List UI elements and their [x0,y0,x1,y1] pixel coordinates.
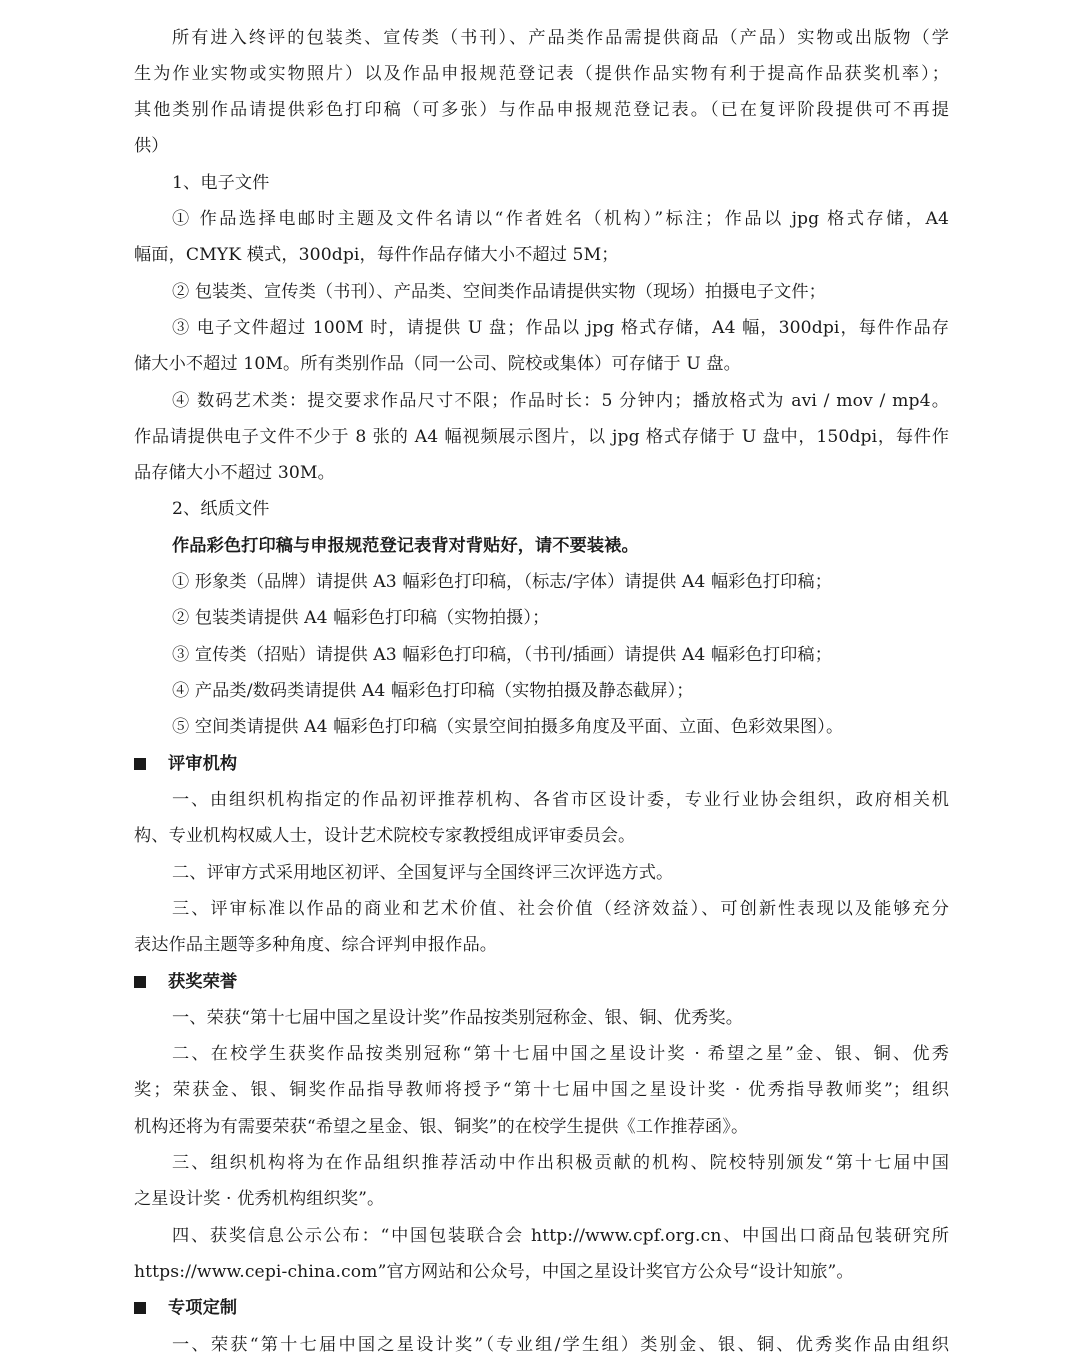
paragraph-line: ① 形象类（品牌）请提供 A3 幅彩色打印稿，（标志/字体）请提供 A4 幅彩色打印稿； [172,572,832,592]
heading-text: 专项定制 [168,1298,238,1318]
paragraph-line: ③ 电子文件超过 100M 时，请提供 U 盘；作品以 jpg 格式存储，A4 幅，300dpi，每件作品存 [172,318,949,338]
paragraph-line: ① 作品选择电邮时主题及文件名请以“作者姓名（机构）”标注；作品以 jpg 格式存储，A4 [172,209,949,229]
paragraph-line: 所有进入终评的包装类、宣传类（书刊）、产品类作品需提供商品（产品）实物或出版物（学 [172,28,949,48]
section-heading-electronic-files: 1、电子文件 [172,173,270,193]
section-heading-custom [134,1296,949,1320]
heading-text: 获奖荣誉 [168,972,238,992]
paragraph-line: 供） [134,136,169,156]
paragraph-line: 奖；荣获金、银、铜奖作品指导教师将授予“第十七届中国之星设计奖 · 优秀指导教师奖”；组织 [134,1080,949,1100]
section-heading-paper-files: 2、纸质文件 [172,499,270,519]
section-heading-review-body [134,752,949,776]
paragraph-line: 作品请提供电子文件不少于 8 张的 A4 幅视频展示图片，以 jpg 格式存储于 U 盘中，150dpi，每件作 [134,427,949,447]
paragraph-line: 四、获奖信息公示公布：“中国包装联合会 http://www.cpf.org.cn、中国出口商品包装研究所 [172,1226,949,1246]
section-heading-awards [134,970,949,994]
square-bullet-icon [134,758,146,770]
paragraph-line: 品存储大小不超过 30M。 [134,463,335,483]
paragraph-line: ④ 产品类/数码类请提供 A4 幅彩色打印稿（实物拍摄及静态截屏）； [172,681,694,701]
paragraph-line: 机构还将为有需要荣获“希望之星金、银、铜奖”的在校学生提供《工作推荐函》。 [134,1117,749,1137]
paragraph-line: 幅面，CMYK 模式，300dpi，每件作品存储大小不超过 5M； [134,245,619,265]
paragraph-line: 三、评审标准以作品的商业和艺术价值、社会价值（经济效益）、可创新性表现以及能够充分 [172,899,949,919]
paragraph-line: 之星设计奖 · 优秀机构组织奖”。 [134,1189,385,1209]
paragraph-line-bold: 作品彩色打印稿与申报规范登记表背对背贴好，请不要装裱。 [172,536,639,556]
paragraph-line: 构、专业机构权威人士，设计艺术院校专家教授组成评审委员会。 [134,826,636,846]
square-bullet-icon [134,976,146,988]
paragraph-line: 一、荣获“第十七届中国之星设计奖”作品按类别冠称金、银、铜、优秀奖。 [172,1008,743,1028]
paragraph-line: 表达作品主题等多种角度、综合评判申报作品。 [134,935,498,955]
square-bullet-icon [134,1302,146,1314]
paragraph-line: 三、组织机构将为在作品组织推荐活动中作出积极贡献的机构、院校特别颁发“第十七届中国 [172,1153,949,1173]
paragraph-line: 一、荣获“第十七届中国之星设计奖”（专业组/学生组）类别金、银、铜、优秀奖作品由组织 [172,1335,949,1355]
paragraph-line: ② 包装类请提供 A4 幅彩色打印稿（实物拍摄）； [172,608,550,628]
paragraph-line: ② 包装类、宣传类（书刊）、产品类、空间类作品请提供实物（现场）拍摄电子文件； [172,282,826,302]
paragraph-line: 生为作业实物或实物照片）以及作品申报规范登记表（提供作品实物有利于提高作品获奖机率）； [134,64,949,84]
paragraph-line: ③ 宣传类（招贴）请提供 A3 幅彩色打印稿，（书刊/插画）请提供 A4 幅彩色打印稿； [172,645,832,665]
paragraph-line: 二、评审方式采用地区初评、全国复评与全国终评三次评选方式。 [172,863,674,883]
paragraph-line: 其他类别作品请提供彩色打印稿（可多张）与作品申报规范登记表。（已在复评阶段提供可不再提 [134,100,949,120]
paragraph-line: 二、在校学生获奖作品按类别冠称“第十七届中国之星设计奖 · 希望之星”金、银、铜、优秀 [172,1044,949,1064]
paragraph-line: 一、由组织机构指定的作品初评推荐机构、各省市区设计委，专业行业协会组织，政府相关机 [172,790,949,810]
paragraph-line: ⑤ 空间类请提供 A4 幅彩色打印稿（实景空间拍摄多角度及平面、立面、色彩效果图）。 [172,717,844,737]
paragraph-line: 储大小不超过 10M。所有类别作品（同一公司、院校或集体）可存储于 U 盘。 [134,354,741,374]
paragraph-line: ④ 数码艺术类：提交要求作品尺寸不限；作品时长：5 分钟内；播放格式为 avi / mov / mp4。 [172,391,949,411]
paragraph-line: https://www.cepi-china.com”官方网站和公众号，中国之星设计奖官方公众号“设计知旅”。 [134,1262,854,1282]
heading-text: 评审机构 [168,754,238,774]
